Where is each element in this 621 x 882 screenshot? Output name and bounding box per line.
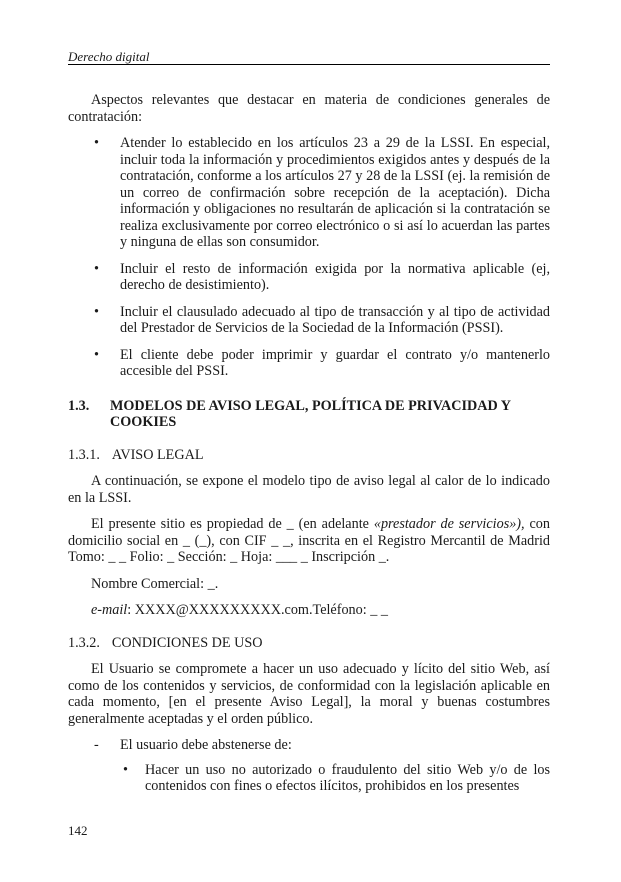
header-rule: [68, 64, 550, 65]
requirements-list: [68, 135, 550, 380]
dash-icon: -: [94, 737, 99, 753]
aviso-paragraph-owner: [68, 516, 550, 566]
list-item-text: Incluir el clausulado adecuado al tipo de transacción y al tipo de actividad del Prestador de Servicios de la Sociedad de la Información (PSSI).: [120, 303, 550, 336]
owner-text-emphasis: «prestador de servicios»),: [373, 516, 525, 532]
intro-paragraph: Aspectos relevantes que destacar en materia de condiciones generales de contratación:: [68, 92, 550, 125]
conditions-paragraph: El Usuario se compromete a hacer un uso adecuado y lícito del sitio Web, así como de los contenidos y servicios, de conformidad con la legislación aplicable en cada momento, [en el presente Aviso Legal], la moral y buenas costumbres generalmente aceptadas y el orden público.: [68, 661, 550, 727]
trade-name-line: Nombre Comercial: _.: [91, 575, 219, 592]
subsection-title: AVISO LEGAL: [111, 446, 204, 463]
bullet-icon: •: [94, 346, 99, 363]
owner-text-end: con domicilio social en _ (_), con CIF _ _, inscrita en el Registro Mercantil de Madrid Tomo: _ _ Folio: _ Sección: _ Hoja: ___ _ Inscripción _.: [68, 516, 550, 565]
section-number: 1.3.: [68, 397, 90, 414]
list-item: [68, 762, 550, 795]
bullet-icon: •: [123, 761, 128, 778]
list-item: [68, 304, 550, 337]
owner-text-start: El presente sitio es propiedad de _ (en adelante: [91, 516, 374, 532]
email-line: [68, 602, 550, 619]
subsection-title: CONDICIONES DE USO: [111, 634, 263, 651]
dash-item-text: El usuario debe abstenerse de:: [120, 737, 292, 753]
subsection-number: 1.3.1.: [68, 446, 100, 463]
aviso-paragraph-intro: A continuación, se expone el modelo tipo de aviso legal al calor de lo indicado en la LSSI.: [68, 473, 550, 506]
dash-list-item: [68, 737, 550, 754]
bullet-icon: •: [94, 303, 99, 320]
page-number: 142: [68, 823, 88, 838]
list-item-text: Hacer un uso no autorizado o fraudulento del sitio Web y/o de los contenidos con fines o efectos ilícitos, prohibidos en los presentes: [145, 761, 550, 794]
email-value: : XXXX@XXXXXXXXX.com.Teléfono: _ _: [127, 602, 388, 618]
inner-bullet-list: [68, 762, 550, 795]
email-label: e-mail: [91, 602, 128, 618]
subsection-heading-condiciones: [68, 635, 550, 652]
bullet-icon: •: [94, 260, 99, 277]
section-heading: [68, 398, 550, 431]
list-item-text: El cliente debe poder imprimir y guardar el contrato y/o mantenerlo accesible del PSSI.: [120, 346, 550, 379]
subsection-heading-aviso-legal: [68, 447, 550, 464]
running-header: Derecho digital: [68, 49, 150, 64]
body-text: [68, 92, 550, 795]
bullet-icon: •: [94, 135, 99, 151]
list-item-text: Incluir el resto de información exigida por la normativa aplicable (ej, derecho de desistimiento).: [120, 260, 550, 293]
section-title: MODELOS DE AVISO LEGAL, POLÍTICA DE PRIVACIDAD Y COOKIES: [110, 397, 511, 430]
list-item: [68, 261, 550, 294]
list-item-text: Atender lo establecido en los artículos 23 a 29 de la LSSI. En especial, incluir toda la información y procedimientos exigidos antes y después de la contratación, conforme a los artículos 27 y 28 de la LSSI (ej. la remisión de un correo de confirmación sobre recepción de la aceptación). Dicha información y obligaciones no resultarán de aplicación si la contratación se realiza exclusivamente por correo electrónico o si así lo acuerdan las partes y ninguna de ellas son consumidor.: [120, 135, 550, 250]
list-item: [68, 135, 550, 251]
list-item: [68, 347, 550, 380]
subsection-number: 1.3.2.: [68, 634, 100, 651]
